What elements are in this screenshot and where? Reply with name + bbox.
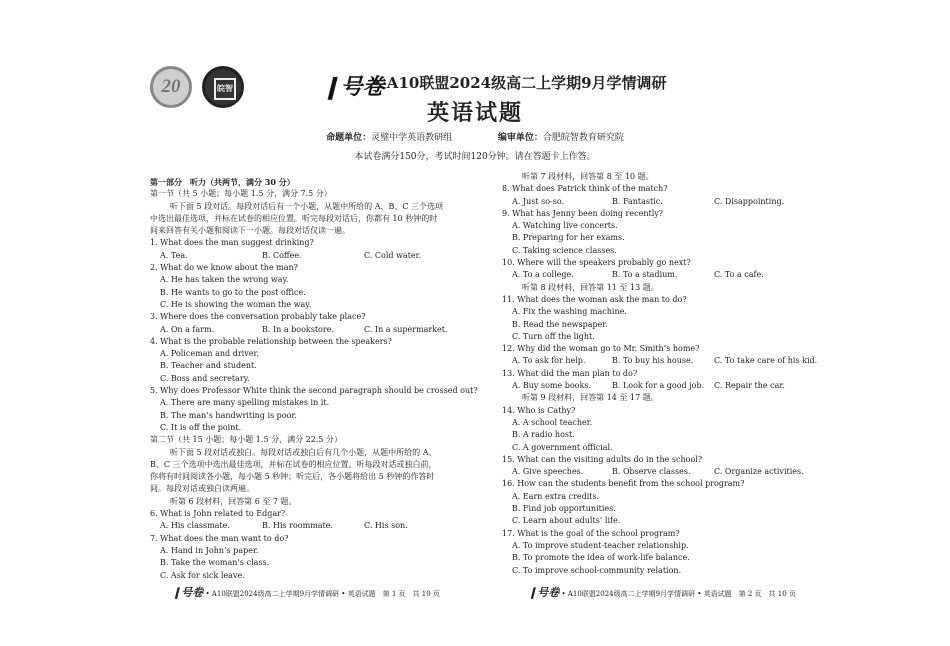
question: 1. What does the man suggest drinking? xyxy=(150,238,314,248)
question: 13. What did the man plan to do? xyxy=(502,368,638,378)
question: 4. What is the probable relationship between the speakers? xyxy=(150,336,392,346)
option: B. Look for a good job. xyxy=(612,381,705,391)
option: B. To promote the idea of work-life balance. xyxy=(512,553,690,563)
footer-text: • A10联盟2024级高二上学期9月学情调研 • 英语试题 第 2 页 共 10 页 xyxy=(561,590,796,598)
question: 10. Where will the speakers probably go next? xyxy=(502,258,691,268)
instruction-line: 间来回答有关小题和阅读下一小题。每段对话仅读一遍。 xyxy=(150,226,350,236)
options-row xyxy=(502,466,822,478)
footer-right xyxy=(528,584,796,600)
instruction-line: 听下面 5 段对话或独白。每段对话或独白后有几个小题，从题中所给的 A、 xyxy=(170,447,437,457)
option: B. Find job opportunities. xyxy=(512,504,616,514)
option: A. Hand in John’s paper. xyxy=(160,545,259,555)
option: B. Fantastic. xyxy=(612,196,663,206)
instruction-line: B、C 三个选项中选出最佳选项，并标在试卷的相应位置。听每段对话或独白前， xyxy=(150,459,437,469)
option: C. To improve school-community relation. xyxy=(512,565,682,575)
option: C. Ask for sick leave. xyxy=(160,570,245,580)
institute-logo: 皖智 xyxy=(202,66,244,108)
option: C. Organize activities. xyxy=(714,467,804,477)
option: B. Teacher and student. xyxy=(160,361,257,371)
option: C. In a supermarket. xyxy=(364,324,448,334)
material-note: 听第 7 段材料，回答第 8 至 10 题。 xyxy=(522,172,654,181)
subject-title: 英语试题 xyxy=(426,100,523,126)
options-row xyxy=(150,250,470,262)
option: C. It is off the point. xyxy=(160,422,242,432)
question: 17. What is the goal of the school program? xyxy=(502,528,680,538)
brand-mark: ❙号卷 xyxy=(322,74,385,99)
footer-brand: ❙号卷 xyxy=(528,587,560,599)
option: C. His son. xyxy=(364,521,408,531)
option: A. Tea. xyxy=(160,250,188,260)
instruction-line: 中选出最佳选项，并标在试卷的相应位置。听完每段对话后，你都有 10 秒钟的时 xyxy=(150,213,438,223)
option: C. Boss and secretary. xyxy=(160,373,250,383)
option: B. Read the newspaper. xyxy=(512,319,608,329)
option: C. Taking science classes. xyxy=(512,245,617,255)
option: A. He has taken the wrong way. xyxy=(160,275,289,285)
option: C. Learn about adults’ life. xyxy=(512,516,621,526)
options-row xyxy=(150,324,470,336)
question: 3. Where does the conversation probably take place? xyxy=(150,312,366,322)
question: 14. Who is Cathy? xyxy=(502,405,576,415)
question: 11. What does the woman ask the man to do? xyxy=(502,294,687,304)
option: C. Cold water. xyxy=(364,250,422,260)
option: C. A government official. xyxy=(512,442,613,452)
option: A. Buy some books. xyxy=(512,381,591,391)
option: C. He is showing the woman the way. xyxy=(160,299,312,309)
instruction-line: 听下面 5 段对话。每段对话后有一个小题，从题中所给的 A、B、C 三个选项 xyxy=(170,201,444,211)
option: B. To a stadium. xyxy=(612,270,678,280)
alliance-logo: 20 xyxy=(150,66,192,108)
question: 7. What does the man want to do? xyxy=(150,533,289,543)
option: A. Earn extra credits. xyxy=(512,491,600,501)
options-row xyxy=(502,196,822,208)
option: A. His classmate. xyxy=(160,521,230,531)
option: C. Disappointing. xyxy=(714,196,785,206)
part-title: 第一部分 听力（共两节，满分 30 分） xyxy=(150,177,295,187)
option: A. Give speeches. xyxy=(512,467,584,477)
instruction-line: 你将有时间阅读各小题，每小题 5 秒钟；听完后，各小题将给出 5 秒钟的作答时 xyxy=(150,472,435,482)
left-column xyxy=(150,176,478,582)
option: A. A school teacher. xyxy=(512,417,593,427)
option: B. Coffee. xyxy=(262,250,302,260)
question: 6. What is John related to Edgar? xyxy=(150,509,286,519)
option: C. To take care of his kid. xyxy=(714,356,818,366)
question: 5. Why does Professor White think the second paragraph should be crossed out? xyxy=(150,386,478,396)
option: A. To a college. xyxy=(512,270,574,280)
section-title: 第一节（共 5 小题；每小题 1.5 分，满分 7.5 分） xyxy=(150,189,332,199)
option: B. Preparing for her exams. xyxy=(512,233,625,243)
option: B. His roommate. xyxy=(262,521,334,531)
option: B. The man’s handwriting is poor. xyxy=(160,410,297,420)
option: B. A radio host. xyxy=(512,430,575,440)
exam-instructions: 本试卷满分150分，考试时间120分钟。请在答题卡上作答。 xyxy=(354,152,596,162)
footer-left xyxy=(172,584,440,600)
option: C. Repair the car. xyxy=(714,381,785,391)
option: B. Take the woman’s class. xyxy=(160,558,270,568)
option: A. There are many spelling mistakes in it. xyxy=(160,398,330,408)
question: 2. What do we know about the man? xyxy=(150,263,298,273)
option: A. Policeman and driver. xyxy=(160,349,259,359)
option: C. To a cafe. xyxy=(714,270,764,280)
question: 9. What has Jenny been doing recently? xyxy=(502,208,664,218)
option: B. In a bookstore. xyxy=(262,324,334,334)
option: B. To buy his house. xyxy=(612,356,694,366)
options-row xyxy=(502,380,822,392)
option: A. To ask for help. xyxy=(512,356,586,366)
footer-brand: ❙号卷 xyxy=(172,587,204,599)
question: 12. Why did the woman go to Mr. Smith’s home? xyxy=(502,344,700,354)
exam-title: • A10联盟2024级高二上学期9月学情调研 xyxy=(372,74,667,92)
footer-text: • A10联盟2024级高二上学期9月学情调研 • 英语试题 第 1 页 共 10 页 xyxy=(205,590,440,598)
question: 16. How can the students benefit from the school program? xyxy=(502,479,745,489)
option: A. On a farm. xyxy=(160,324,215,334)
option: B. He wants to go to the post office. xyxy=(160,287,306,297)
option: A. Just so-so. xyxy=(512,196,565,206)
question: 15. What can the visiting adults do in the school? xyxy=(502,454,703,464)
option: C. Turn off the light. xyxy=(512,331,595,341)
right-column xyxy=(502,171,822,577)
exam-meta: 命题单位：灵璧中学英语教研组 编审单位：合肥皖智教育研究院 xyxy=(326,133,624,143)
option: A. Fix the washing machine. xyxy=(512,307,627,317)
options-row xyxy=(502,269,822,281)
instruction-line: 间。每段对话或独白读两遍。 xyxy=(150,484,254,494)
question: 8. What does Patrick think of the match? xyxy=(502,184,668,194)
material-note: 听第 9 段材料，回答第 14 至 17 题。 xyxy=(522,393,659,403)
option: B. Observe classes. xyxy=(612,467,691,477)
material-note: 听第 6 段材料，回答第 6 至 7 题。 xyxy=(170,496,297,506)
option: A. Watching live concerts. xyxy=(512,221,618,231)
options-row xyxy=(502,355,822,367)
option: A. To improve student-teacher relationship. xyxy=(512,540,689,550)
section-title: 第二节（共 15 小题；每小题 1.5 分，满分 22.5 分） xyxy=(150,435,342,445)
options-row xyxy=(150,520,470,532)
material-note: 听第 8 段材料，回答第 11 至 13 题。 xyxy=(522,282,659,292)
